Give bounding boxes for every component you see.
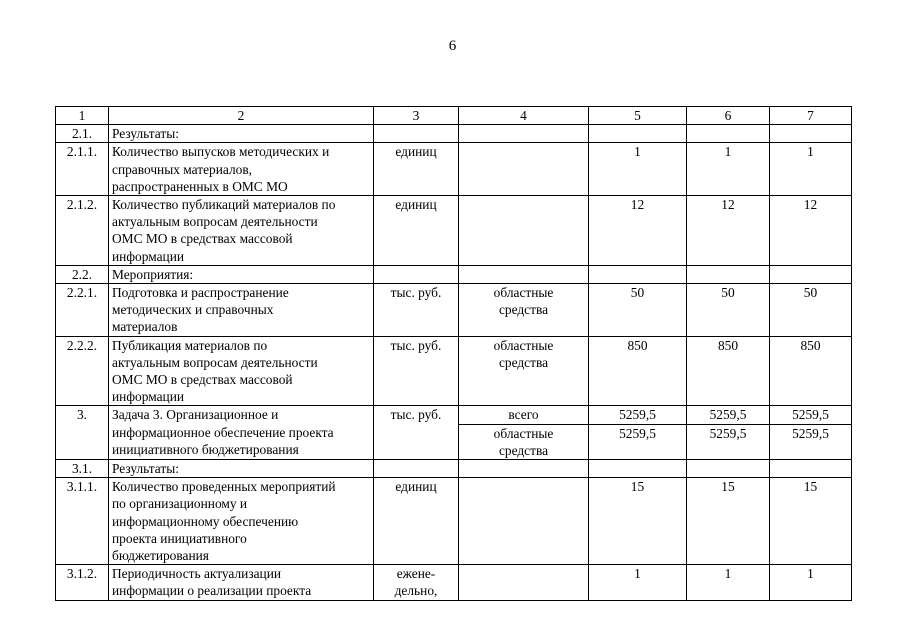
value-cell: 5259,5 <box>687 424 770 459</box>
row-name-cell: Результаты: <box>109 460 374 478</box>
row-number-cell: 2.1. <box>56 125 109 143</box>
data-table <box>55 106 852 601</box>
value-cell <box>770 125 852 143</box>
page-number: 6 <box>448 38 457 54</box>
value-cell: 5259,5 <box>589 424 687 459</box>
header-cell: 7 <box>770 107 852 125</box>
value-cell <box>687 125 770 143</box>
value-cell: 850 <box>589 336 687 406</box>
table-row <box>56 143 852 196</box>
value-cell: 15 <box>687 478 770 565</box>
value-cell: 1 <box>589 565 687 600</box>
value-cell: 12 <box>770 196 852 266</box>
value-cell <box>770 460 852 478</box>
value-cell <box>770 265 852 283</box>
table-row <box>56 460 852 478</box>
source-cell <box>459 265 589 283</box>
value-cell <box>687 265 770 283</box>
row-number-cell: 2.2.2. <box>56 336 109 406</box>
value-cell: 1 <box>687 143 770 196</box>
value-cell <box>687 460 770 478</box>
row-number-cell: 3. <box>56 406 109 460</box>
row-name-cell: Подготовка и распространение методических и справочных материалов <box>109 284 374 337</box>
value-cell <box>589 265 687 283</box>
unit-cell <box>374 265 459 283</box>
source-cell: областные средства <box>459 424 589 459</box>
header-cell: 5 <box>589 107 687 125</box>
value-cell: 5259,5 <box>770 406 852 424</box>
source-cell: областные средства <box>459 284 589 337</box>
source-cell <box>459 565 589 600</box>
table-row <box>56 336 852 406</box>
value-cell: 5259,5 <box>770 424 852 459</box>
value-cell <box>589 460 687 478</box>
table-row <box>56 406 852 424</box>
row-name-cell: Количество проведенных мероприятий по организационному и информационному обеспечению проекта инициативного бюджетирования <box>109 478 374 565</box>
header-cell: 4 <box>459 107 589 125</box>
value-cell: 850 <box>770 336 852 406</box>
value-cell: 5259,5 <box>589 406 687 424</box>
value-cell: 1 <box>770 143 852 196</box>
table-row <box>56 125 852 143</box>
source-cell <box>459 460 589 478</box>
row-name-cell: Публикация материалов по актуальным вопросам деятельности ОМС МО в средствах массовой информации <box>109 336 374 406</box>
unit-cell: единиц <box>374 196 459 266</box>
header-cell: 6 <box>687 107 770 125</box>
unit-cell: тыс. руб. <box>374 284 459 337</box>
row-number-cell: 2.1.2. <box>56 196 109 266</box>
unit-cell: единиц <box>374 478 459 565</box>
header-cell: 3 <box>374 107 459 125</box>
value-cell: 5259,5 <box>687 406 770 424</box>
table-header-row <box>56 107 852 125</box>
source-cell <box>459 478 589 565</box>
unit-cell: тыс. руб. <box>374 406 459 460</box>
source-cell: всего <box>459 406 589 424</box>
source-cell: областные средства <box>459 336 589 406</box>
table-row <box>56 565 852 600</box>
row-number-cell: 2.2.1. <box>56 284 109 337</box>
source-cell <box>459 125 589 143</box>
value-cell: 12 <box>589 196 687 266</box>
table-row <box>56 196 852 266</box>
value-cell: 1 <box>770 565 852 600</box>
row-number-cell: 3.1.1. <box>56 478 109 565</box>
row-name-cell: Результаты: <box>109 125 374 143</box>
header-cell: 2 <box>109 107 374 125</box>
unit-cell: тыс. руб. <box>374 336 459 406</box>
table-row <box>56 284 852 337</box>
table-row <box>56 478 852 565</box>
value-cell: 1 <box>589 143 687 196</box>
unit-cell <box>374 125 459 143</box>
value-cell: 50 <box>687 284 770 337</box>
row-number-cell: 2.2. <box>56 265 109 283</box>
row-name-cell: Количество публикаций материалов по актуальным вопросам деятельности ОМС МО в средствах массовой информации <box>109 196 374 266</box>
value-cell: 1 <box>687 565 770 600</box>
value-cell: 50 <box>589 284 687 337</box>
unit-cell <box>374 460 459 478</box>
value-cell: 12 <box>687 196 770 266</box>
table-row <box>56 265 852 283</box>
unit-cell: единиц <box>374 143 459 196</box>
row-number-cell: 2.1.1. <box>56 143 109 196</box>
row-number-cell: 3.1.2. <box>56 565 109 600</box>
value-cell: 15 <box>770 478 852 565</box>
header-cell: 1 <box>56 107 109 125</box>
source-cell <box>459 143 589 196</box>
value-cell <box>589 125 687 143</box>
source-cell <box>459 196 589 266</box>
unit-cell: ежене- дельно, <box>374 565 459 600</box>
value-cell: 15 <box>589 478 687 565</box>
row-name-cell: Количество выпусков методических и справочных материалов, распространенных в ОМС МО <box>109 143 374 196</box>
row-name-cell: Мероприятия: <box>109 265 374 283</box>
row-number-cell: 3.1. <box>56 460 109 478</box>
row-name-cell: Задача 3. Организационное и информационное обеспечение проекта инициативного бюджетирования <box>109 406 374 460</box>
value-cell: 850 <box>687 336 770 406</box>
row-name-cell: Периодичность актуализации информации о реализации проекта <box>109 565 374 600</box>
value-cell: 50 <box>770 284 852 337</box>
